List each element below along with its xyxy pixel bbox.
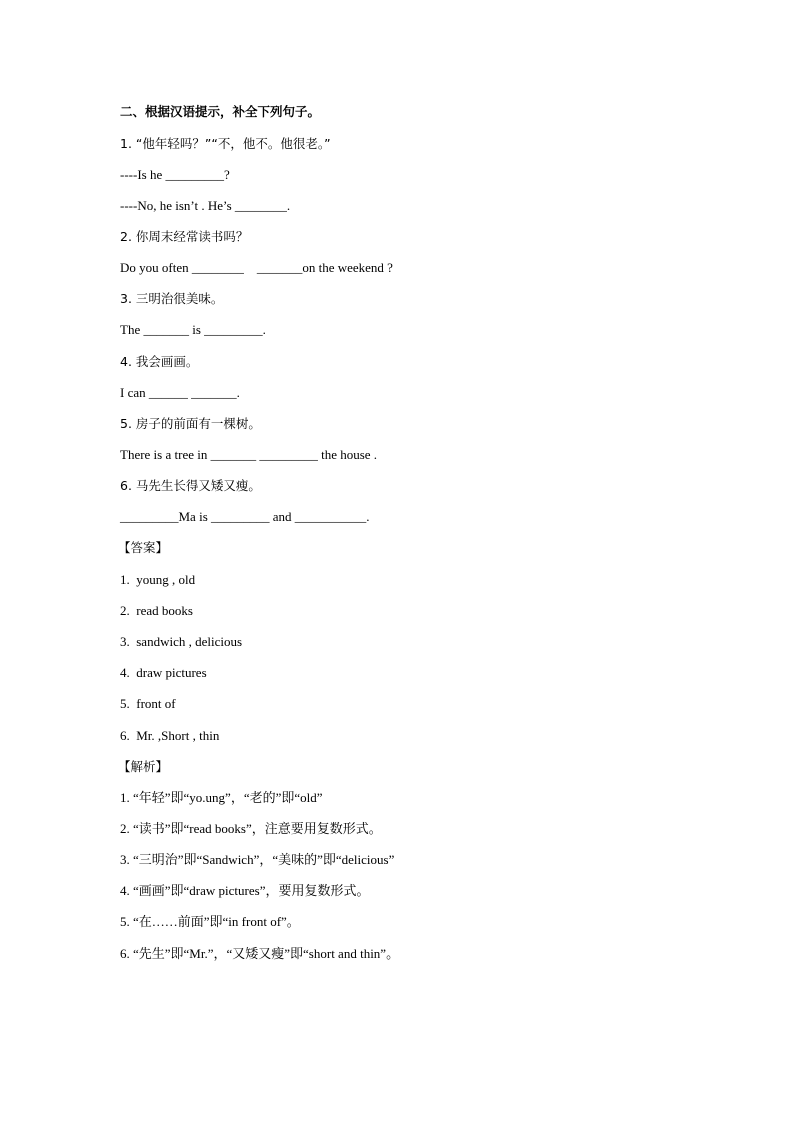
analysis-heading: 【解析】 [118,759,169,774]
question-1-line-1: ----Is he _________? [120,167,230,182]
section-title: 二、根据汉语提示，补全下列句子。 [120,104,321,119]
question-3-prompt: 3. 三明治很美味。 [120,291,224,306]
answer-item: 5. front of [120,696,176,711]
question-1-prompt: 1. “他年轻吗？”“不，他不。他很老。” [120,136,331,151]
answer-item: 2. read books [120,603,193,618]
question-4-prompt: 4. 我会画画。 [120,354,199,369]
question-4-line: I can ______ _______. [120,385,240,400]
question-6-line: _________Ma is _________ and ___________. [120,509,370,524]
analysis-item: 4. “画画”即“draw pictures”，要用复数形式。 [120,883,370,898]
answer-item: 4. draw pictures [120,665,207,680]
analysis-item: 1. “年轻”即“yo.ung”，“老的”即“old” [120,790,323,805]
question-2-line: Do you often ________ _______on the weekend ? [120,260,393,275]
question-5-prompt: 5. 房子的前面有一棵树。 [120,416,261,431]
answer-heading: 【答案】 [118,540,169,555]
question-1-line-2: ----No, he isn’t . He’s ________. [120,198,291,213]
analysis-item: 3. “三明治”即“Sandwich”，“美味的”即“delicious” [120,852,395,867]
question-2-prompt: 2. 你周末经常读书吗？ [120,229,249,244]
analysis-item: 6. “先生”即“Mr.”，“又矮又瘦”即“short and thin”。 [120,946,400,961]
answer-item: 1. young , old [120,572,196,587]
question-3-line: The _______ is _________. [120,322,266,337]
answer-item: 3. sandwich , delicious [120,634,243,649]
answer-item: 6. Mr. ,Short , thin [120,728,220,743]
analysis-item: 5. “在……前面”即“in front of”。 [120,914,300,929]
analysis-item: 2. “读书”即“read books”，注意要用复数形式。 [120,821,382,836]
question-5-line: There is a tree in _______ _________ the house . [120,447,378,462]
question-6-prompt: 6. 马先生长得又矮又瘦。 [120,478,261,493]
